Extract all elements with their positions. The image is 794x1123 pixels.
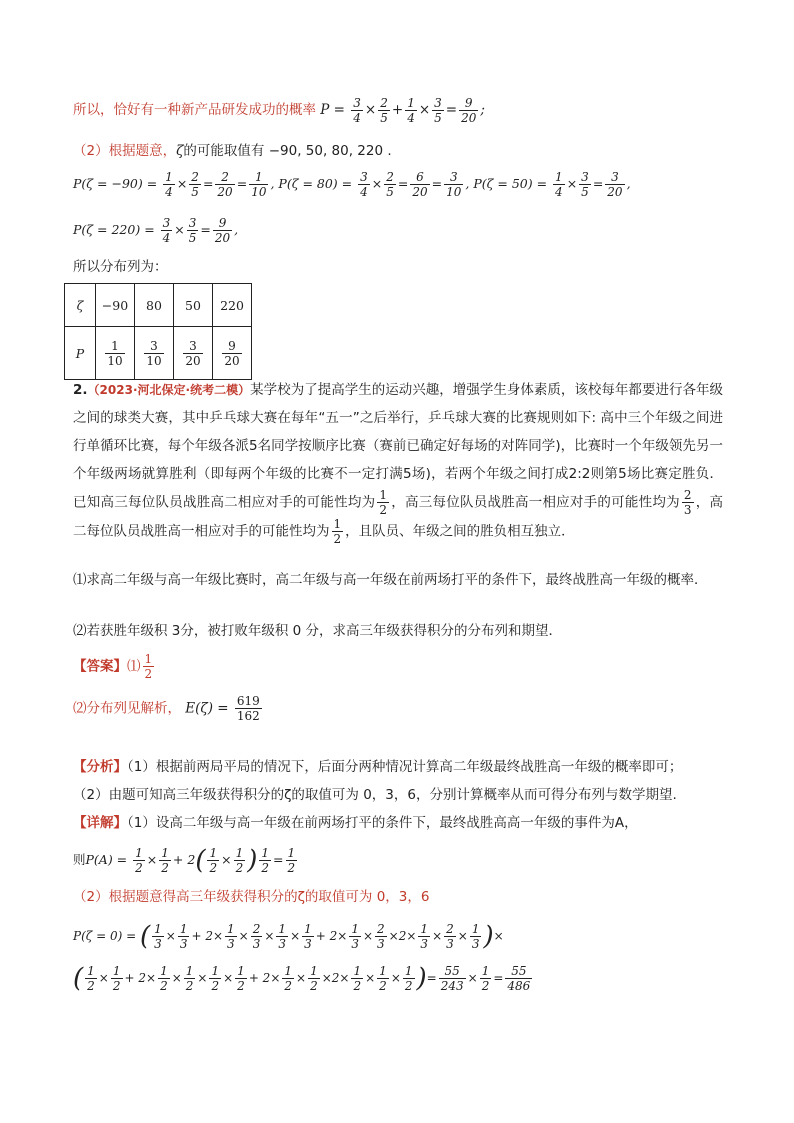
question-1-text: ⑴求高二年级与高一年级比赛时，高二年级与高一年级在前两场打平的条件下，最终战胜高一年级的概率． xyxy=(73,572,708,588)
distribution-table-wrapper xyxy=(64,283,252,380)
answer-line-2: ⑵分布列见解析， E(ζ) = $\frac{619}{162}$ xyxy=(73,694,260,723)
table-cell: −90 xyxy=(96,284,135,327)
detail-equation-2: P(ζ = 0) = ( $\frac{1}{3}$ × $\frac{1}{3}$ + 2× $\frac{1}{3}$ × $\frac{2}{3}$ × $\frac{1}{3}$ × $\frac{1}{3}$ + 2× $\frac{1}{3}$ × $\frac{2}{3}$ ×2× $\frac{1}{3}$ × $\frac{2}{3}$ × $\frac{1}{3}$ )× xyxy=(73,921,504,952)
analysis-text-1: （1）根据前两局平局的情况下，后面分两种情况计算高二年级最终战胜高一年级的概率即可； xyxy=(127,759,683,775)
problem-text-d: ，且队员、年级之间的胜负相互独立． xyxy=(345,523,575,540)
q2-label: （2）根据题意， xyxy=(73,143,177,159)
q2-text: 的可能取值有 −90, 50, 80, 220 . xyxy=(183,143,392,159)
table-cell: 220 xyxy=(213,284,252,327)
analysis-text-2: （2）由题可知高三年级获得积分的ζ的取值可为 0，3，6，分别计算概率从而可得分布列与数学期望. xyxy=(73,787,677,803)
problem-source: （2023·河北保定·统考二模） xyxy=(87,383,251,397)
analysis-line-1 xyxy=(73,756,723,778)
answer-line-1: 【答案】⑴ $\frac{1}{2}$ xyxy=(73,652,153,681)
problem-text-c: ，高二每位队员战胜高一相应对手的可能性均为 xyxy=(73,494,724,540)
problem-2: 2.（2023·河北保定·统考二模）某学校为了提高学生的运动兴趣，增强学生身体素质，该校每年都要进行各年级之间的球类大赛，其中乒乓球大赛在每年“五一”之后举行，乒乓球大赛的比赛规则如下: 高中三个年级之间进行单循环比赛，每个年级各派5名同学按顺序比赛（赛前已确定好每场的对阵同学)，比赛时一个年级领先另一个年级两场就算胜利（即每两个年级的比赛不一定打满5场)，若两个年级之间打成2:2则第5场比赛定胜负．已知高三每位队员战胜高二相应对手的可能性均为 $\frac{1}{2}$ ，高三每位队员战胜高一相应对手的可能性均为 $\frac{2}{3}$ ，高二每位队员战胜高一相应对手的可能性均为 $\frac{1}{2}$ ，且队员、年级之间的胜负相互独立． xyxy=(73,382,724,546)
detail-line-2 xyxy=(73,886,723,908)
detail-equation-3: ( $\frac{1}{2}$ × $\frac{1}{2}$ + 2× $\frac{1}{2}$ × $\frac{1}{2}$ × $\frac{1}{2}$ × $\frac{1}{2}$ + 2× $\frac{1}{2}$ × $\frac{1}{2}$ ×2× $\frac{1}{2}$ × $\frac{1}{2}$ × $\frac{1}{2}$ )= $\frac{55}{243}$ × $\frac{1}{2}$ = $\frac{55}{486}$ xyxy=(73,963,531,994)
table-cell: $\frac{3}{10}$ xyxy=(135,327,174,380)
analysis-line-2 xyxy=(73,784,723,806)
answer-label: 【答案】 xyxy=(73,658,127,675)
problem-number: 2. xyxy=(73,382,88,398)
question-2 xyxy=(73,620,723,642)
analysis-label: 【分析】 xyxy=(73,759,127,775)
probability-conclusion-line xyxy=(73,96,723,125)
detail-equation-1: 则P(A) = $\frac{1}{2}$ × $\frac{1}{2}$ + 2( $\frac{1}{2}$ × $\frac{1}{2}$ ) $\frac{1}{2}$ = $\frac{1}{2}$ xyxy=(73,845,296,876)
question-2-text: ⑵若获胜年级积 3分，被打败年级积 0 分，求高三年级获得积分的分布列和期望． xyxy=(73,623,563,639)
table-cell: 50 xyxy=(174,284,213,327)
table-cell: $\frac{1}{10}$ xyxy=(96,327,135,380)
conclusion-equation: P = $\frac{3}{4}$ × $\frac{2}{5}$ + $\frac{1}{4}$ × $\frac{3}{5}$ = $\frac{9}{20}$ ; xyxy=(320,96,485,125)
conclusion-text: 所以，恰好有一种新产品研发成功的概率 xyxy=(73,102,316,118)
detail-label: 【详解】 xyxy=(73,815,127,831)
problem-text-a: 某学校为了提高学生的运动兴趣，增强学生身体素质，该校每年都要进行各年级之间的球类大赛，其中乒乓球大赛在每年“五一”之后举行，乒乓球大赛的比赛规则如下: 高中三个年级之间进行单循环比赛，每个年级各派5名同学按顺序比赛（赛前已确定好每场的对阵同学)，比赛时一个年级领先另一个年级两场就算胜利（即每两个年级的比赛不一定打满5场)，若两个年级之间打成2:2则第5场比赛定胜负．已知高三每位队员战胜高二相应对手的可能性均为 xyxy=(73,382,723,511)
answer-1-prefix: ⑴ xyxy=(127,658,141,675)
table-cell: $\frac{9}{20}$ xyxy=(213,327,252,380)
detail-eq-prefix: 则 xyxy=(73,852,86,867)
probability-values-line: P(ζ = −90) = $\frac{1}{4}$ × $\frac{2}{5}$ = $\frac{2}{20}$ = $\frac{1}{10}$ , P(ζ = 80) = $\frac{3}{4}$ × $\frac{2}{5}$ = $\frac{6}{20}$ = $\frac{3}{10}$ , P(ζ = 50) = $\frac{1}{4}$ × $\frac{3}{5}$ = $\frac{3}{20}$ , xyxy=(73,170,631,199)
detail-text-1: （1）设高二年级与高一年级在前两场打平的条件下，最终战胜高高一年级的事件为A， xyxy=(127,815,638,831)
question-1 xyxy=(73,568,723,592)
answer-2-text: ⑵分布列见解析， xyxy=(73,700,181,717)
table-header-zeta: ζ xyxy=(65,284,96,327)
detail-line-1 xyxy=(73,812,723,834)
distribution-table xyxy=(64,283,252,380)
table-row xyxy=(65,284,252,327)
distribution-intro xyxy=(73,256,723,278)
table-cell: 80 xyxy=(135,284,174,327)
distribution-intro-text: 所以分布列为： xyxy=(73,259,168,275)
detail-text-2: （2）根据题意得高三年级获得积分的ζ的取值可为 0，3，6 xyxy=(73,889,430,905)
table-header-p: P xyxy=(65,327,96,380)
table-cell: $\frac{3}{20}$ xyxy=(174,327,213,380)
problem-text-b: ，高三每位队员战胜高一相应对手的可能性均为 xyxy=(391,494,680,511)
probability-220-line: P(ζ = 220) = $\frac{3}{4}$ × $\frac{3}{5}$ = $\frac{9}{20}$ , xyxy=(73,216,239,245)
q2-values-line: （2）根据题意，ζ的可能取值有 −90, 50, 80, 220 . xyxy=(73,143,392,159)
table-row xyxy=(65,327,252,380)
